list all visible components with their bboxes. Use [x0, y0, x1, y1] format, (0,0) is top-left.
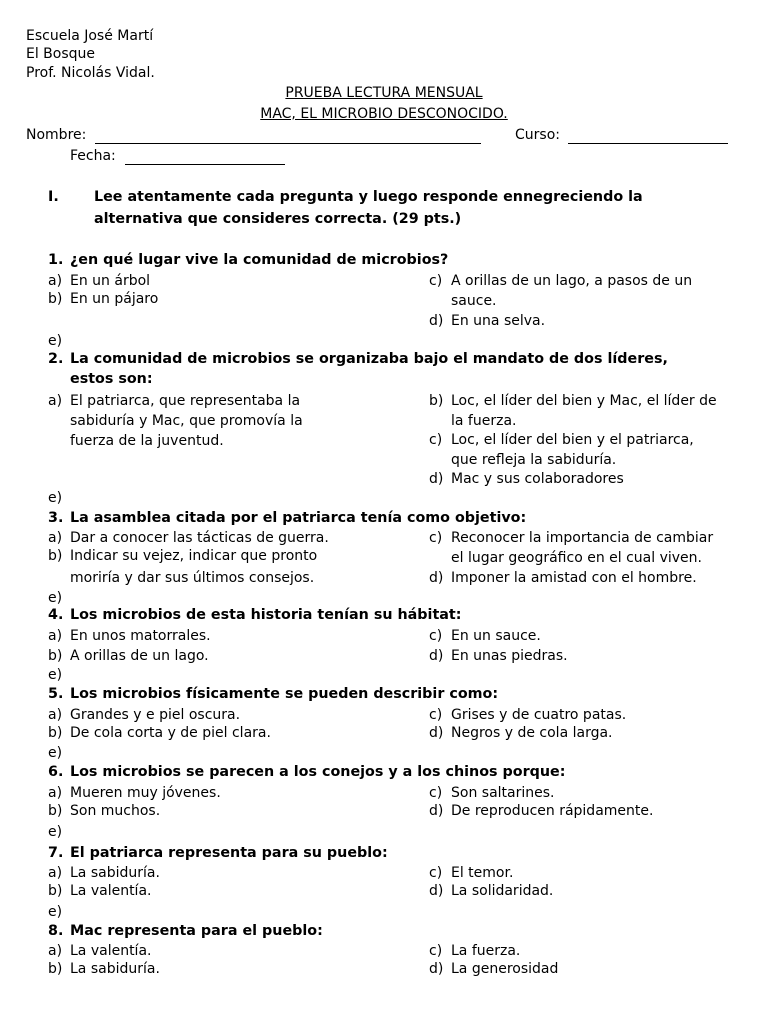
option-7b[interactable] — [48, 881, 151, 901]
option-text: Reconocer la importancia de cambiar — [451, 530, 714, 546]
option-letter: b) — [48, 548, 63, 564]
option-text: Loc, el líder del bien y Mac, el líder de — [451, 393, 717, 409]
option-3c[interactable] — [429, 528, 713, 568]
option-4e[interactable]: e) — [48, 667, 63, 683]
option-letter: d) — [429, 471, 444, 487]
option-letter: c) — [429, 432, 443, 448]
option-text: En una selva. — [451, 313, 546, 329]
option-6e[interactable]: e) — [48, 824, 63, 840]
option-letter: c) — [429, 943, 443, 959]
option-letter: d) — [429, 648, 444, 664]
option-letter: d) — [429, 803, 444, 819]
course-field[interactable] — [568, 143, 728, 144]
option-7d[interactable] — [429, 881, 553, 901]
option-2b[interactable] — [429, 391, 717, 431]
option-letter: a) — [48, 865, 63, 881]
question-number: 4. — [48, 607, 64, 623]
question-text: Los microbios físicamente se pueden describir como: — [70, 686, 499, 702]
option-text: El patriarca, que representaba la — [70, 393, 301, 409]
option-2c[interactable] — [429, 430, 694, 470]
option-4d[interactable] — [429, 646, 568, 666]
option-letter: d) — [429, 961, 444, 977]
instructions — [48, 186, 643, 230]
question-6 — [48, 762, 565, 782]
question-text: El patriarca representa para su pueblo: — [70, 845, 388, 861]
option-text: La valentía. — [70, 943, 152, 959]
question-number: 5. — [48, 686, 64, 702]
option-letter: d) — [429, 725, 444, 741]
option-7a[interactable] — [48, 863, 160, 883]
option-4a[interactable] — [48, 626, 211, 646]
option-letter: a) — [48, 628, 63, 644]
option-2d[interactable] — [429, 469, 624, 489]
option-1a[interactable] — [48, 271, 150, 291]
option-1e[interactable]: e) — [48, 333, 63, 349]
option-letter: a) — [48, 530, 63, 546]
option-text-cont: la fuerza. — [451, 413, 517, 429]
option-letter: c) — [429, 865, 443, 881]
option-letter: b) — [48, 961, 63, 977]
question-text: Mac representa para el pueblo: — [70, 923, 323, 939]
school-location: El Bosque — [26, 46, 96, 62]
instructions-line-1: Lee atentamente cada pregunta y luego responde ennegreciendo la — [94, 189, 643, 205]
option-letter: b) — [48, 291, 63, 307]
option-letter: d) — [429, 570, 444, 586]
option-letter: a) — [48, 707, 63, 723]
option-text: La sabiduría. — [70, 961, 160, 977]
option-text-cont: que refleja la sabiduría. — [451, 452, 617, 468]
option-text: Grandes y e piel oscura. — [70, 707, 241, 723]
option-5c[interactable] — [429, 705, 626, 725]
test-subtitle: MAC, EL MICROBIO DESCONOCIDO. — [260, 106, 508, 122]
question-2 — [48, 349, 668, 389]
option-text: A orillas de un lago, a pasos de un — [451, 273, 693, 289]
option-text-cont: sabiduría y Mac, que promovía la — [70, 413, 303, 429]
option-5e[interactable]: e) — [48, 745, 63, 761]
question-number: 6. — [48, 764, 64, 780]
school-name: Escuela José Martí — [26, 28, 154, 44]
option-letter: b) — [48, 803, 63, 819]
option-3e[interactable]: e) — [48, 590, 63, 606]
option-5b[interactable] — [48, 723, 271, 743]
option-1b[interactable] — [48, 289, 158, 309]
option-text: La generosidad — [451, 961, 559, 977]
course-label: Curso: — [515, 127, 560, 143]
question-8 — [48, 921, 323, 941]
question-number: 8. — [48, 923, 64, 939]
option-text: Imponer la amistad con el hombre. — [451, 570, 697, 586]
option-text-cont: el lugar geográfico en el cual viven. — [451, 550, 702, 566]
option-text: De reproducen rápidamente. — [451, 803, 654, 819]
option-text: En un árbol — [70, 273, 151, 289]
question-text: La asamblea citada por el patriarca tenía como objetivo: — [70, 510, 527, 526]
question-4 — [48, 605, 461, 625]
option-letter: a) — [48, 943, 63, 959]
option-text: Mueren muy jóvenes. — [70, 785, 221, 801]
option-5a[interactable] — [48, 705, 240, 725]
option-8d[interactable] — [429, 959, 558, 979]
option-letter: c) — [429, 785, 443, 801]
option-7e[interactable]: e) — [48, 904, 63, 920]
option-text: Dar a conocer las tácticas de guerra. — [70, 530, 329, 546]
option-text: De cola corta y de piel clara. — [70, 725, 271, 741]
option-text: Son muchos. — [70, 803, 161, 819]
option-text: Negros y de cola larga. — [451, 725, 613, 741]
date-label: Fecha: — [70, 148, 116, 164]
option-letter: c) — [429, 530, 443, 546]
option-4c[interactable] — [429, 626, 541, 646]
option-text: Loc, el líder del bien y el patriarca, — [451, 432, 694, 448]
question-text-cont: estos son: — [70, 371, 153, 387]
option-2e[interactable]: e) — [48, 490, 63, 506]
option-text: Son saltarines. — [451, 785, 555, 801]
option-7c[interactable] — [429, 863, 513, 883]
option-text: La sabiduría. — [70, 865, 160, 881]
option-text: En un pájaro — [70, 291, 159, 307]
question-number: 1. — [48, 252, 64, 268]
question-number: 7. — [48, 845, 64, 861]
test-title: PRUEBA LECTURA MENSUAL — [285, 85, 483, 101]
option-letter: b) — [48, 883, 63, 899]
instructions-line-2: alternativa que consideres correcta. (29 pts.) — [94, 211, 462, 227]
question-7 — [48, 843, 388, 863]
option-letter: b) — [48, 725, 63, 741]
option-2a[interactable] — [48, 391, 303, 451]
option-text: La fuerza. — [451, 943, 521, 959]
option-text: Mac y sus colaboradores — [451, 471, 624, 487]
option-letter: c) — [429, 628, 443, 644]
option-text: La solidaridad. — [451, 883, 554, 899]
option-5d[interactable] — [429, 723, 613, 743]
question-text: La comunidad de microbios se organizaba bajo el mandato de dos líderes, — [70, 351, 668, 367]
option-1c[interactable] — [429, 271, 692, 311]
option-text: La valentía. — [70, 883, 152, 899]
option-6a[interactable] — [48, 783, 221, 803]
option-6b[interactable] — [48, 801, 160, 821]
option-letter: c) — [429, 707, 443, 723]
option-3b[interactable] — [48, 546, 317, 588]
option-letter: d) — [429, 883, 444, 899]
question-1 — [48, 250, 448, 270]
name-label: Nombre: — [26, 127, 87, 143]
option-text: En un sauce. — [451, 628, 541, 644]
option-4b[interactable] — [48, 646, 209, 666]
option-8b[interactable] — [48, 959, 160, 979]
question-5 — [48, 684, 498, 704]
option-letter: a) — [48, 393, 63, 409]
teacher-name: Prof. Nicolás Vidal. — [26, 65, 155, 81]
option-6d[interactable] — [429, 801, 653, 821]
option-8c[interactable] — [429, 941, 520, 961]
name-field[interactable] — [95, 143, 481, 144]
option-text: El temor. — [451, 865, 514, 881]
option-letter: b) — [48, 648, 63, 664]
option-6c[interactable] — [429, 783, 554, 803]
option-text-cont: moriría y dar sus últimos consejos. — [70, 570, 315, 586]
date-field[interactable] — [125, 164, 285, 165]
option-text-cont: fuerza de la juventud. — [70, 433, 224, 449]
option-letter: d) — [429, 313, 444, 329]
option-text: A orillas de un lago. — [70, 648, 209, 664]
question-number: 3. — [48, 510, 64, 526]
option-letter: a) — [48, 273, 63, 289]
question-text: ¿en qué lugar vive la comunidad de microbios? — [70, 252, 449, 268]
option-text: En unos matorrales. — [70, 628, 211, 644]
option-3a[interactable] — [48, 528, 329, 548]
question-3 — [48, 508, 526, 528]
option-text: En unas piedras. — [451, 648, 568, 664]
question-text: Los microbios se parecen a los conejos y a los chinos porque: — [70, 764, 566, 780]
option-8a[interactable] — [48, 941, 151, 961]
question-number: 2. — [48, 351, 64, 367]
option-1d[interactable] — [429, 311, 545, 331]
option-letter: b) — [429, 393, 444, 409]
option-text: Grises y de cuatro patas. — [451, 707, 627, 723]
option-text: Indicar su vejez, indicar que pronto — [70, 548, 318, 564]
option-letter: c) — [429, 273, 443, 289]
question-text: Los microbios de esta historia tenían su hábitat: — [70, 607, 462, 623]
section-numeral: I. — [48, 189, 59, 205]
option-letter: a) — [48, 785, 63, 801]
option-text-cont: sauce. — [451, 293, 497, 309]
option-3d[interactable] — [429, 568, 697, 588]
